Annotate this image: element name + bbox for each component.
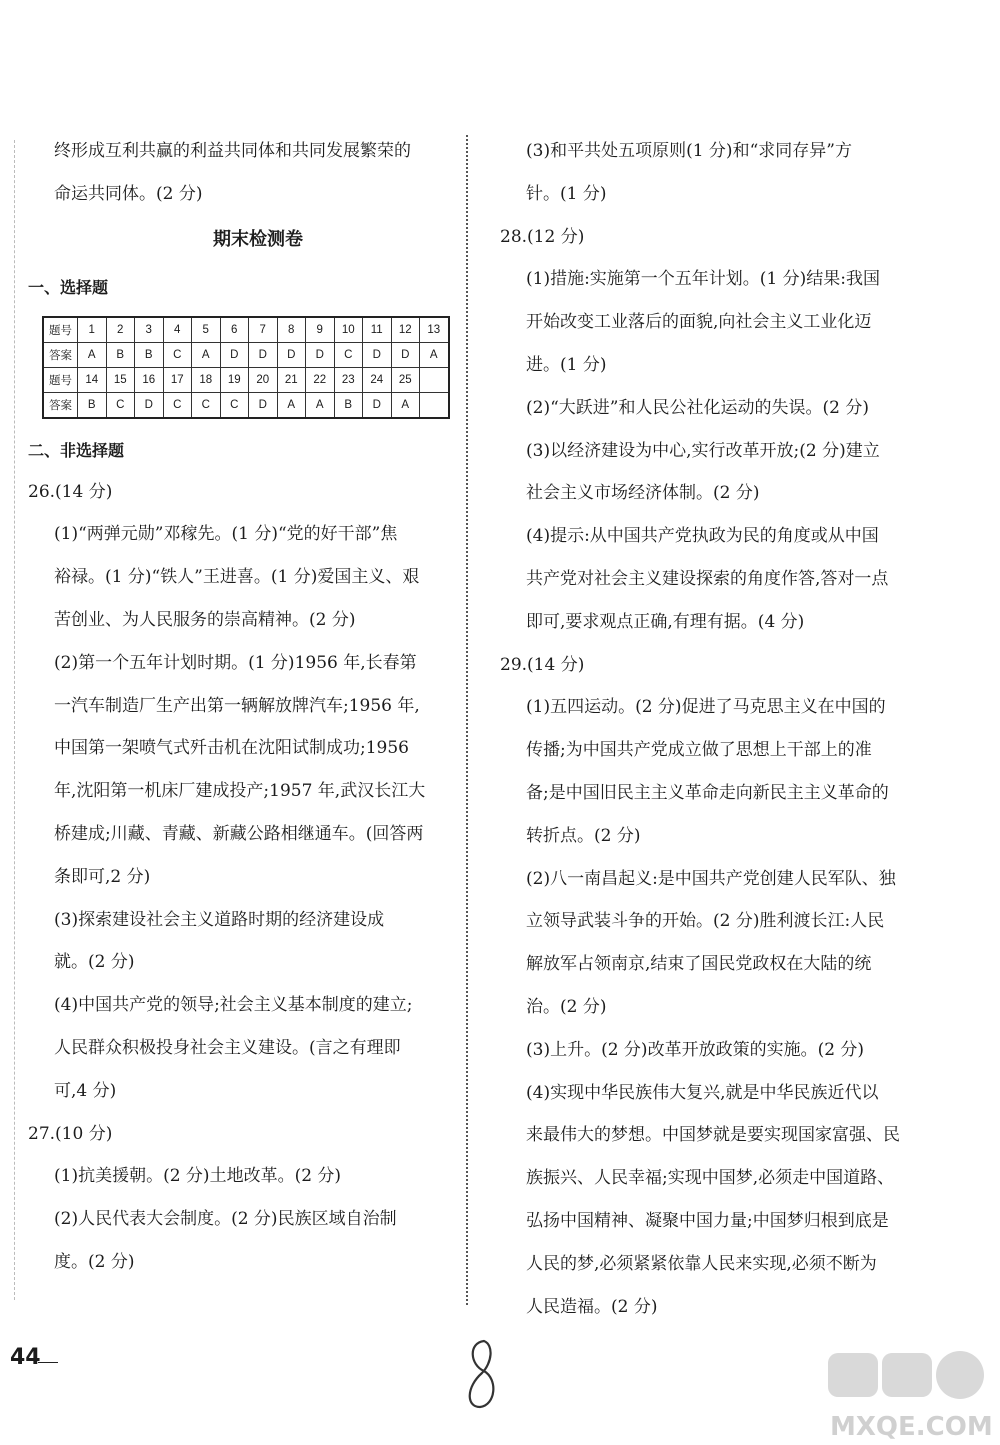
text-line: 就。(2 分) [54,952,135,973]
text-line: (3)以经济建设为中心,实行改革开放;(2 分)建立 [526,440,880,461]
text-line: (1)抗美援朝。(2 分)土地改革。(2 分) [54,1166,342,1187]
text-line: 来最伟大的梦想。中国梦就是要实现国家富强、民 [526,1125,900,1146]
table-cell: D [249,342,278,367]
section-heading-choice: 一、选择题 [28,277,109,297]
question-28-heading: 28.(12 分) [500,226,585,247]
table-cell: C [106,392,135,418]
table-row-header: 题号 [43,317,78,343]
margin-rule [14,140,15,1300]
text-line: (3)和平共处五项原则(1 分)和“求同存异”方 [526,141,852,161]
table-cell: B [334,392,363,418]
right-column [500,130,910,1328]
table-cell: D [135,392,164,418]
table-cell: 14 [78,367,107,392]
text-line: 共产党对社会主义建设探索的角度作答,答对一点 [526,568,889,589]
text-line: 人民的梦,必须紧紧依靠人民来实现,必须不断为 [526,1253,877,1274]
table-cell: 22 [306,367,335,392]
text-line: 度。(2 分) [54,1251,135,1272]
text-line: (1)五四运动。(2 分)促进了马克思主义在中国的 [526,697,886,718]
table-cell: 25 [391,367,420,392]
text-line: 条即可,2 分) [54,866,151,887]
table-cell: A [420,342,449,367]
table-cell: 5 [192,317,221,343]
table-cell: 19 [220,367,249,392]
table-cell: 9 [306,317,335,343]
table-cell: A [78,342,107,367]
table-cell: A [306,392,335,418]
table-row [43,317,449,343]
table-cell: B [135,342,164,367]
text-line: 传播;为中国共产党成立做了思想上干部上的准 [526,740,872,761]
table-cell: 7 [249,317,278,343]
question-27-answer [28,1155,468,1283]
text-line: (4)中国共产党的领导;社会主义基本制度的建立; [54,995,413,1016]
table-cell: D [249,392,278,418]
table-cell: 20 [249,367,278,392]
question-29-answer [500,686,910,1328]
text-line: (4)提示:从中国共产党执政为民的角度或从中国 [526,526,879,547]
text-line: 终形成互利共赢的利益共同体和共同发展繁荣的 [54,141,411,161]
table-row [43,392,449,418]
text-line: 命运共同体。(2 分) [54,183,203,204]
text-line: 开始改变工业落后的面貌,向社会主义工业化迈 [526,312,872,333]
text-line: 进。(1 分) [526,354,607,375]
table-row [43,367,449,392]
handwritten-mark [458,1335,508,1415]
question-29-heading: 29.(14 分) [500,654,585,675]
table-cell: A [192,342,221,367]
text-line: 苦创业、为人民服务的崇高精神。(2 分) [54,609,356,630]
table-cell: D [277,342,306,367]
table-cell: 13 [420,317,449,343]
text-line: (2)“大跃进”和人民公社化运动的失误。(2 分) [526,397,869,418]
text-line: 解放军占领南京,结束了国民党政权在大陆的统 [526,954,872,975]
table-cell: D [306,342,335,367]
text-line: 裕禄。(1 分)“铁人”王进喜。(1 分)爱国主义、艰 [54,567,420,588]
table-row-header: 答案 [43,342,78,367]
table-cell: 1 [78,317,107,343]
table-cell: B [106,342,135,367]
text-line: 年,沈阳第一机床厂建成投产;1957 年,武汉长江大 [54,781,426,802]
text-line: 一汽车制造厂生产出第一辆解放牌汽车;1956 年, [54,695,420,716]
table-cell: D [391,342,420,367]
table-cell: 4 [163,317,192,343]
table-cell: D [363,392,392,418]
table-cell: 11 [363,317,392,343]
exam-title: 期末检测卷 [213,228,303,250]
text-line: 人民造福。(2 分) [526,1296,658,1317]
table-cell: 16 [135,367,164,392]
table-cell: C [220,392,249,418]
text-line: (2)第一个五年计划时期。(1 分)1956 年,长春第 [54,652,417,673]
text-line: 弘扬中国精神、凝聚中国力量;中国梦归根到底是 [526,1210,889,1231]
text-line: 即可,要求观点正确,有理有据。(4 分) [526,611,805,632]
table-cell: 18 [192,367,221,392]
page-number: 44 [10,1345,41,1370]
table-cell: 10 [334,317,363,343]
text-line: 中国第一架喷气式歼击机在沈阳试制成功;1956 [54,738,409,759]
table-row-header: 题号 [43,367,78,392]
table-cell: 2 [106,317,135,343]
question-26-heading: 26.(14 分) [28,481,113,502]
watermark-logo [818,1345,1000,1441]
text-line: 立领导武装斗争的开始。(2 分)胜利渡长江:人民 [526,911,885,932]
question-27-heading: 27.(10 分) [28,1123,113,1144]
table-row-header: 答案 [43,392,78,418]
text-line: 备;是中国旧民主主义革命走向新民主主义革命的 [526,782,889,803]
text-line: (4)实现中华民族伟大复兴,就是中华民族近代以 [526,1082,879,1103]
table-cell: C [163,392,192,418]
table-cell: A [391,392,420,418]
text-line: 针。(1 分) [526,183,607,204]
table-cell: 15 [106,367,135,392]
table-cell: C [334,342,363,367]
table-cell: C [192,392,221,418]
section-heading-nonchoice: 二、非选择题 [28,440,125,460]
question-28-answer [500,258,910,643]
text-line: 治。(2 分) [526,996,607,1017]
left-column [28,130,468,1284]
text-line: (3)探索建设社会主义道路时期的经济建设成 [54,909,385,930]
table-cell: B [78,392,107,418]
svg-text:MXQE.COM: MXQE.COM [830,1412,993,1441]
table-cell [420,367,449,392]
text-line: (2)八一南昌起义:是中国共产党创建人民军队、独 [526,868,896,889]
answer-table [42,316,450,419]
text-line: 可,4 分) [54,1080,117,1101]
table-cell: 21 [277,367,306,392]
text-line: (3)上升。(2 分)改革开放政策的实施。(2 分) [526,1039,865,1060]
text-line: (2)人民代表大会制度。(2 分)民族区域自治制 [54,1209,397,1230]
text-line: 人民群众积极投身社会主义建设。(言之有理即 [54,1037,401,1058]
table-cell: 24 [363,367,392,392]
text-line: (1)“两弹元勋”邓稼先。(1 分)“党的好干部”焦 [54,524,398,545]
text-line: 桥建成;川藏、青藏、新藏公路相继通车。(回答两 [54,823,424,844]
text-line: 转折点。(2 分) [526,825,641,846]
table-cell: 8 [277,317,306,343]
table-cell: 6 [220,317,249,343]
table-cell [420,392,449,418]
table-cell: 3 [135,317,164,343]
table-cell: C [163,342,192,367]
question-26-answer [28,513,468,1112]
table-cell: 17 [163,367,192,392]
table-cell: D [220,342,249,367]
page-number-dash [38,1362,58,1363]
text-line: 社会主义市场经济体制。(2 分) [526,483,760,504]
table-cell: D [363,342,392,367]
table-cell: 12 [391,317,420,343]
table-cell: 23 [334,367,363,392]
text-line: 族振兴、人民幸福;实现中国梦,必须走中国道路、 [526,1168,895,1189]
table-cell: A [277,392,306,418]
table-row [43,342,449,367]
text-line: (1)措施:实施第一个五年计划。(1 分)结果:我国 [526,269,881,290]
